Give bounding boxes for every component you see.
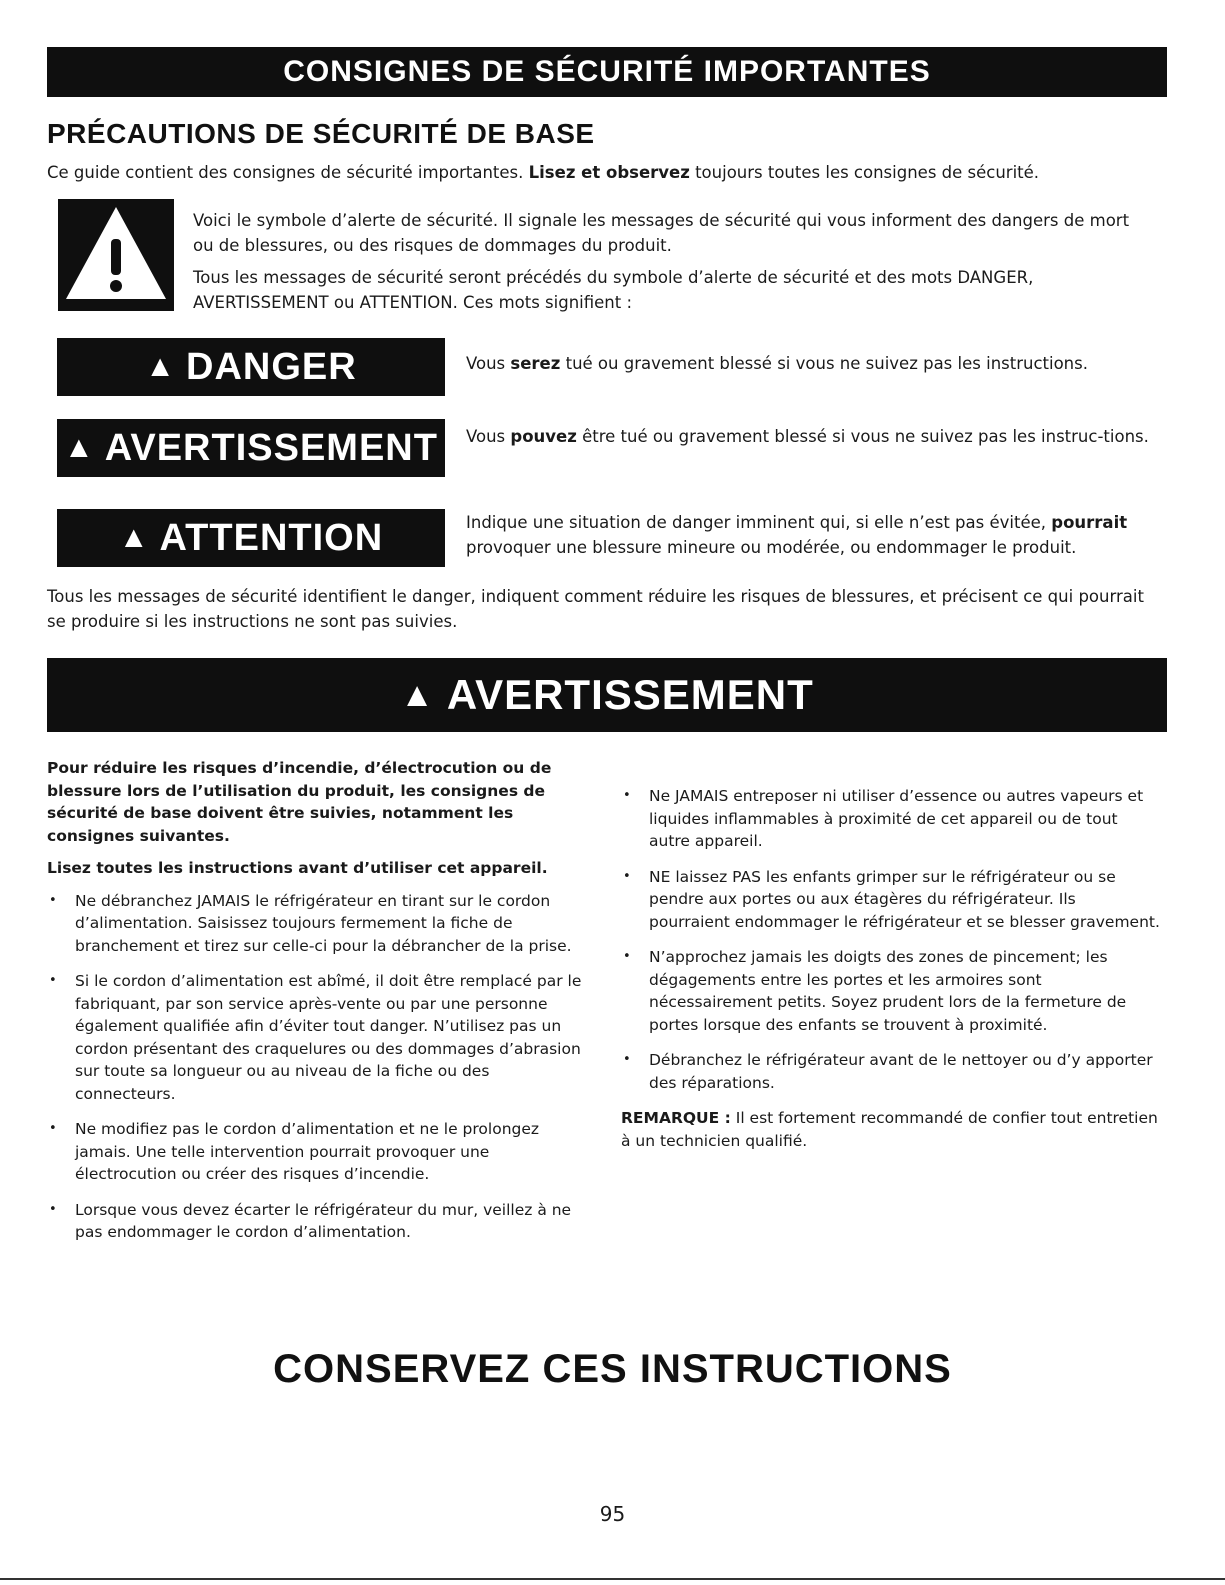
warning-signal-label	[57, 419, 445, 477]
list-item: • NE laissez PAS les enfants grimper sur le réfrigérateur ou se pendre aux portes ou aux étagères du réfrigérateur. Ils pourraient endommager le réfrigérateur et se blesser gravement.	[621, 866, 1161, 934]
list-item: • Si le cordon d’alimentation est abîmé, il doit être remplacé par le fabriquant, par son service après-vente ou par une personne également qualifiée afin d’éviter tout danger. N’utilisez pas un cordon présentant des craquelures ou des dommages d’abrasion sur toute sa longueur ou au niveau de la fiche ou des connecteurs.	[47, 970, 592, 1105]
warning-list-left	[47, 890, 592, 1244]
danger-definition	[466, 351, 1156, 376]
danger-signal-text: DANGER	[186, 345, 357, 388]
list-item: • Ne débranchez JAMAIS le réfrigérateur en tirant sur le cordon d’alimentation. Saisissez toujours fermement la fiche de branchement et tirez sur celle-ci pour la débrancher de la prise.	[47, 890, 592, 958]
symbol-explanation	[193, 208, 1133, 322]
list-item: • Débranchez le réfrigérateur avant de le nettoyer ou d’y apporter des réparations.	[621, 1049, 1161, 1094]
page-banner-text: CONSIGNES DE SÉCURITÉ IMPORTANTES	[283, 55, 931, 88]
remark-note	[621, 1107, 1161, 1152]
caution-signal-label	[57, 509, 445, 567]
section-title: PRÉCAUTIONS DE SÉCURITÉ DE BASE	[47, 118, 595, 149]
warning-signal-text: AVERTISSEMENT	[104, 426, 438, 469]
warning-banner	[47, 658, 1167, 732]
warning-list-right	[621, 785, 1161, 1094]
warning-definition-bold: pouvez	[510, 427, 577, 446]
safety-summary: Tous les messages de sécurité identifient le danger, indiquent comment réduire les risques de blessures, et précisent ce qui pourrait se produire si les instructions ne sont pas suivies.	[47, 587, 1144, 631]
list-item: • N’approchez jamais les doigts des zones de pincement; les dégagements entre les portes et les armoires sont nécessairement petits. Soyez prudent lors de la fermeture de portes lorsque des enfants se trouvent à proximité.	[621, 946, 1161, 1036]
caution-definition-bold: pourrait	[1051, 513, 1128, 532]
danger-definition-bold: serez	[510, 354, 561, 373]
list-item: • Ne JAMAIS entreposer ni utiliser d’essence ou autres vapeurs et liquides inflammables à proximité de cet appareil ou de tout autre appareil.	[621, 785, 1161, 853]
symbol-explanation-p2: Tous les messages de sécurité seront précédés du symbole d’alerte de sécurité et des mots DANGER, AVERTISSEMENT ou ATTENTION. Ces mots signifient :	[193, 268, 1034, 312]
warning-definition-end: être tué ou gravement blessé si vous ne suivez pas les instruc-tions.	[576, 427, 1149, 446]
warning-triangle-icon: ▲	[64, 431, 95, 464]
page-number: 95	[599, 1502, 626, 1526]
danger-signal-label	[57, 338, 445, 396]
list-item: • Lorsque vous devez écarter le réfrigérateur du mur, veillez à ne pas endommager le cordon d’alimentation.	[47, 1199, 592, 1244]
warning-lead-read-instructions: Lisez toutes les instructions avant d’utiliser cet appareil.	[47, 859, 548, 877]
intro-text-start: Ce guide contient des consignes de sécurité importantes.	[47, 163, 529, 182]
warning-triangle-icon: ▲	[145, 350, 176, 383]
intro-text-end: toujours toutes les consignes de sécurité.	[689, 163, 1040, 182]
warning-lead: Pour réduire les risques d’incendie, d’électrocution ou de blessure lors de l’utilisation du produit, les consignes de sécurité de base doivent être suivies, notamment les consignes suivantes.	[47, 759, 552, 845]
remark-label: REMARQUE :	[621, 1109, 731, 1127]
caution-definition-end: provoquer une blessure mineure ou modérée, ou endommager le produit.	[466, 538, 1077, 557]
safety-alert-symbol	[58, 199, 174, 311]
warning-right-column	[621, 785, 1161, 1152]
intro-text	[47, 163, 1177, 182]
danger-definition-end: tué ou gravement blessé si vous ne suivez pas les instructions.	[560, 354, 1088, 373]
danger-definition-start: Vous	[466, 354, 511, 373]
warning-banner-text: AVERTISSEMENT	[446, 671, 814, 718]
warning-definition	[466, 424, 1156, 449]
caution-definition-start: Indique une situation de danger imminent qui, si elle n’est pas évitée,	[466, 513, 1052, 532]
warning-triangle-icon: ▲	[400, 675, 435, 714]
symbol-explanation-p1: Voici le symbole d’alerte de sécurité. Il signale les messages de sécurité qui vous informent des dangers de mort ou de blessures, ou des risques de dommages du produit.	[193, 211, 1130, 255]
keep-instructions-heading: CONSERVEZ CES INSTRUCTIONS	[273, 1347, 952, 1391]
caution-signal-text: ATTENTION	[159, 516, 384, 559]
list-item: • Ne modifiez pas le cordon d’alimentation et ne le prolongez jamais. Une telle intervention pourrait provoquer une électrocution ou créer des risques d’incendie.	[47, 1118, 592, 1186]
page-banner	[47, 47, 1167, 97]
warning-left-column	[47, 757, 592, 1257]
warning-triangle-icon: ▲	[118, 521, 150, 554]
intro-text-bold: Lisez et observez	[528, 163, 690, 182]
caution-definition	[466, 510, 1156, 560]
warning-definition-start: Vous	[466, 427, 511, 446]
safety-alert-triangle-icon	[58, 199, 174, 311]
remark-text: Il est fortement recommandé de confier tout entretien à un technicien qualifié.	[621, 1109, 1158, 1150]
bottom-divider	[0, 1578, 1225, 1580]
